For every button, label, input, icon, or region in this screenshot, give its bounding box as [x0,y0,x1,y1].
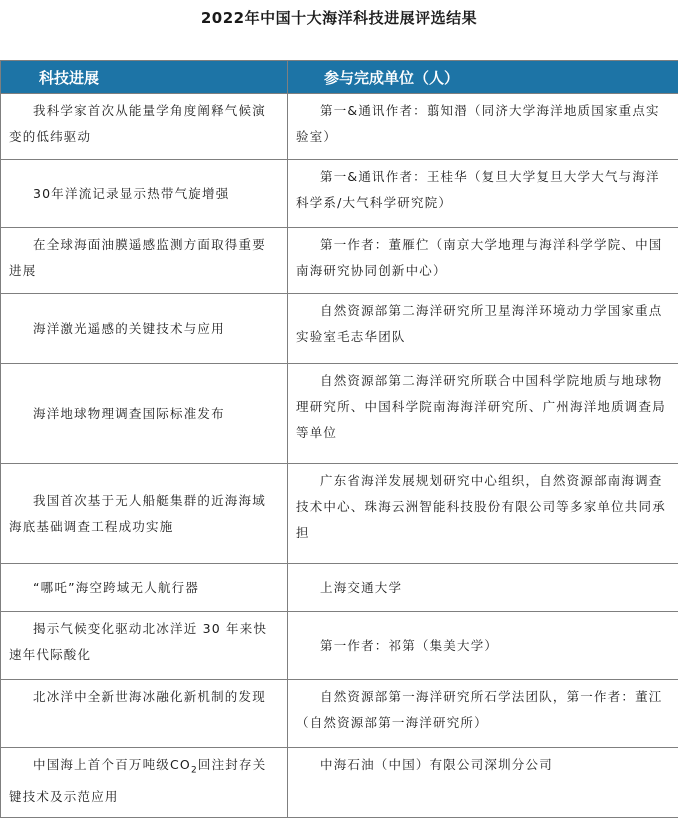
results-table [0,60,678,818]
progress-cell: 海洋地球物理调查国际标准发布 [1,364,288,464]
progress-cell: 北冰洋中全新世海冰融化新机制的发现 [1,680,288,748]
table-row [1,364,678,464]
table-row [1,228,678,294]
table-row [1,160,678,228]
progress-cell: 揭示气候变化驱动北冰洋近 30 年来快速年代际酸化 [1,612,288,680]
progress-cell: 海洋激光遥感的关键技术与应用 [1,294,288,364]
progress-cell: 在全球海面油膜遥感监测方面取得重要进展 [1,228,288,294]
progress-cell: 我科学家首次从能量学角度阐释气候演变的低纬驱动 [1,94,288,160]
table-row [1,294,678,364]
table-header-row [1,61,678,94]
unit-cell: 第一作者：董雁伫（南京大学地理与海洋科学学院、中国南海研究协同创新中心） [288,228,678,294]
table-row [1,94,678,160]
unit-cell: 自然资源部第二海洋研究所联合中国科学院地质与地球物理研究所、中国科学院南海海洋研究所、广州海洋地质调查局等单位 [288,364,678,464]
progress-cell: 30年洋流记录显示热带气旋增强 [1,160,288,228]
progress-cell [1,748,288,818]
unit-cell: 第一&通讯作者：王桂华（复旦大学复旦大学大气与海洋科学系/大气科学研究院） [288,160,678,228]
unit-cell: 自然资源部第一海洋研究所石学法团队，第一作者：董江（自然资源部第一海洋研究所） [288,680,678,748]
table-row [1,464,678,564]
page-title: 2022年中国十大海洋科技进展评选结果 [200,9,478,27]
unit-cell: 上海交通大学 [288,564,678,612]
progress-cell: “哪吒”海空跨域无人航行器 [1,564,288,612]
progress-text-part: 回注封存关键技术及示范应用 [9,757,267,804]
unit-cell: 广东省海洋发展规划研究中心组织，自然资源部南海调查技术中心、珠海云洲智能科技股份有限公司等多家单位共同承担 [288,464,678,564]
unit-cell: 第一&通讯作者：翦知湣（同济大学海洋地质国家重点实验室） [288,94,678,160]
table-row [1,680,678,748]
table-row [1,748,678,818]
unit-cell: 自然资源部第二海洋研究所卫星海洋环境动力学国家重点实验室毛志华团队 [288,294,678,364]
table-row [1,564,678,612]
table-row [1,612,678,680]
progress-cell: 我国首次基于无人船艇集群的近海海域海底基础调查工程成功实施 [1,464,288,564]
progress-text-part: 中国海上首个百万吨级CO [33,757,191,772]
unit-cell: 第一作者：祁第（集美大学） [288,612,678,680]
unit-cell: 中海石油（中国）有限公司深圳分公司 [288,748,678,818]
header-progress: 科技进展 [1,61,288,94]
subscript-two: 2 [190,765,198,776]
header-unit: 参与完成单位（人） [288,61,678,94]
